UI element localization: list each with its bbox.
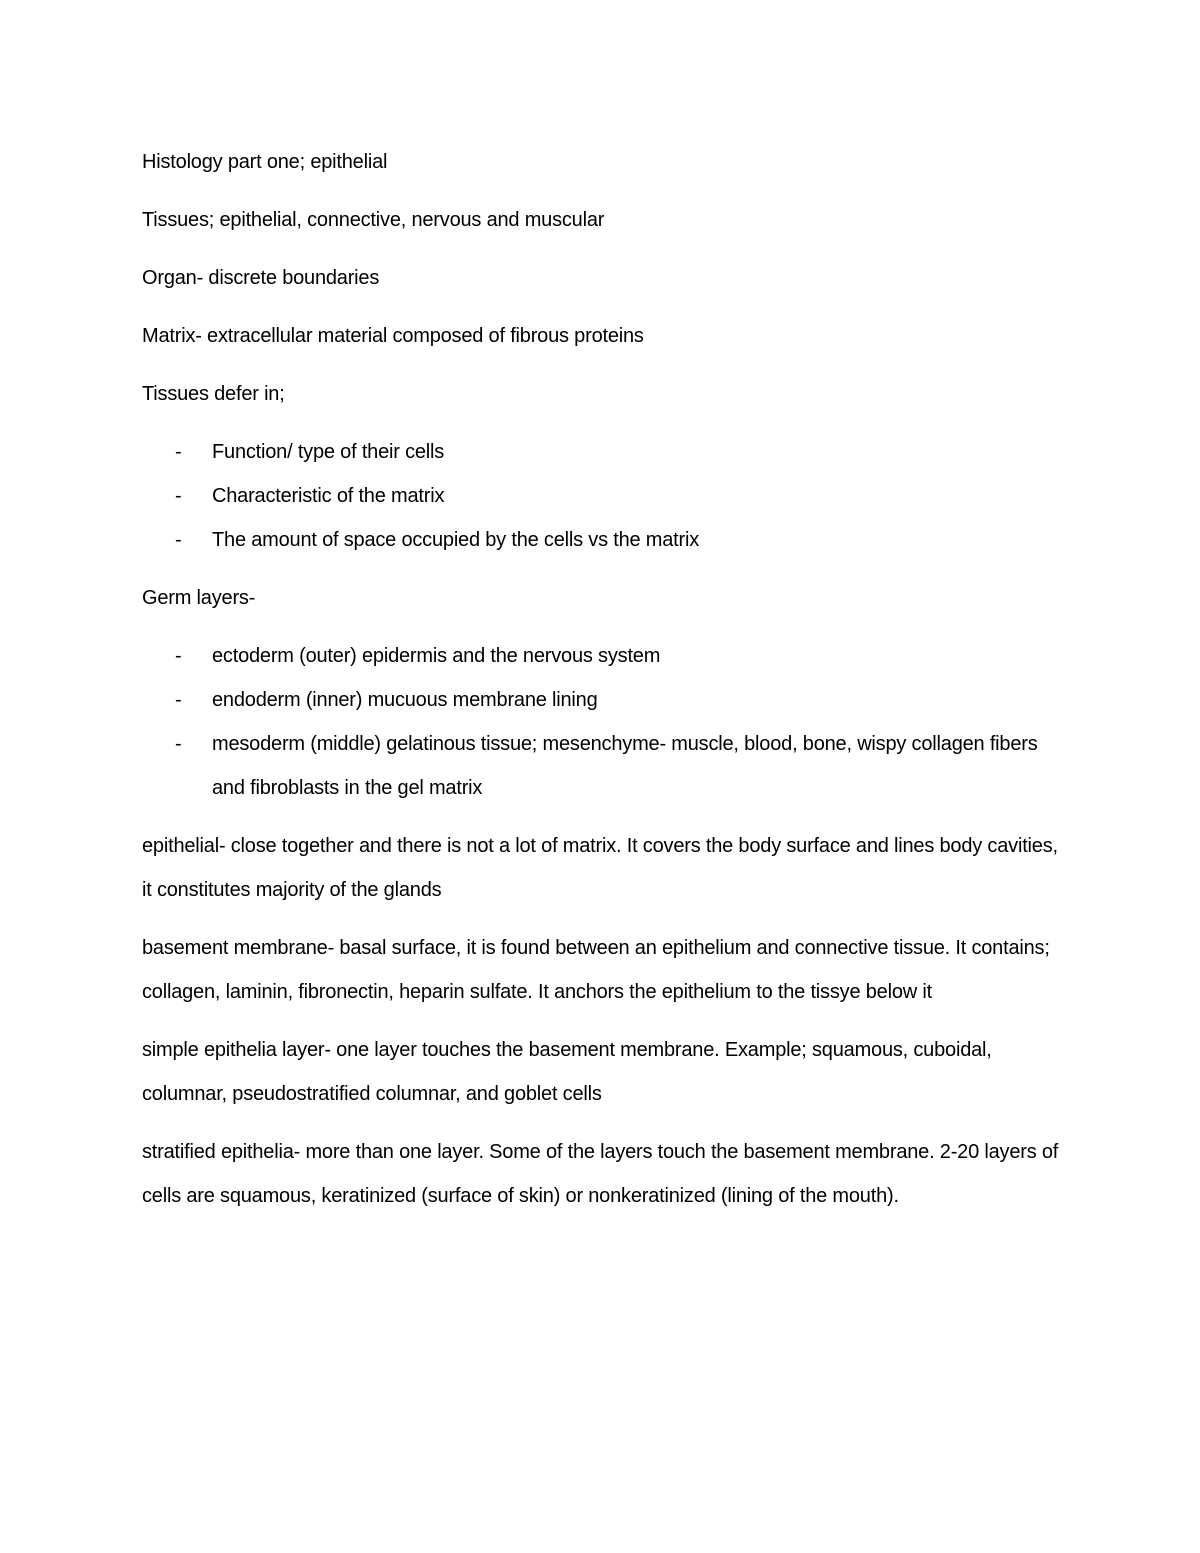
simple-epithelia-paragraph: simple epithelia layer- one layer touches the basement membrane. Example; squamous, cuboidal, columnar, pseudostratified columnar, and goblet cells [142,1039,992,1105]
matrix-line: Matrix- extracellular material composed of fibrous proteins [142,325,644,347]
list-item [142,634,1062,678]
list-item-text: Characteristic of the matrix [212,485,445,507]
dash-bullet: - [175,645,182,667]
list-item-text: mesoderm (middle) gelatinous tissue; mesenchyme- muscle, blood, bone, wispy collagen fibers and fibroblasts in the gel matrix [212,733,1038,799]
dash-bullet: - [175,689,182,711]
dash-bullet: - [175,441,182,463]
dash-bullet: - [175,529,182,551]
stratified-epithelia-paragraph: stratified epithelia- more than one layer. Some of the layers touch the basement membrane. 2-20 layers of cells are squamous, keratinized (surface of skin) or nonkeratinized (lining of the mouth). [142,1141,1059,1207]
germ-layers-heading: Germ layers- [142,587,256,609]
list-item [142,518,1062,562]
list-item [142,474,1062,518]
dash-bullet: - [175,485,182,507]
organ-line: Organ- discrete boundaries [142,267,380,289]
basement-membrane-paragraph: basement membrane- basal surface, it is found between an epithelium and connective tissue. It contains; collagen, laminin, fibronectin, heparin sulfate. It anchors the epithelium to the tissye below it [142,937,1050,1003]
list-item [142,678,1062,722]
document-title: Histology part one; epithelial [142,151,388,173]
list-item-text: ectoderm (outer) epidermis and the nervous system [212,645,661,667]
germ-layers-list [142,634,1062,810]
list-item [142,722,1062,810]
tissues-defer-list [142,430,1062,562]
tissues-defer-heading: Tissues defer in; [142,383,285,405]
list-item-text: endoderm (inner) mucuous membrane lining [212,689,598,711]
epithelial-paragraph: epithelial- close together and there is not a lot of matrix. It covers the body surface and lines body cavities, it constitutes majority of the glands [142,835,1058,901]
document-body [142,140,1062,1232]
tissues-line: Tissues; epithelial, connective, nervous and muscular [142,209,605,231]
list-item-text: The amount of space occupied by the cells vs the matrix [212,529,700,551]
dash-bullet: - [175,733,182,755]
list-item-text: Function/ type of their cells [212,441,445,463]
list-item [142,430,1062,474]
